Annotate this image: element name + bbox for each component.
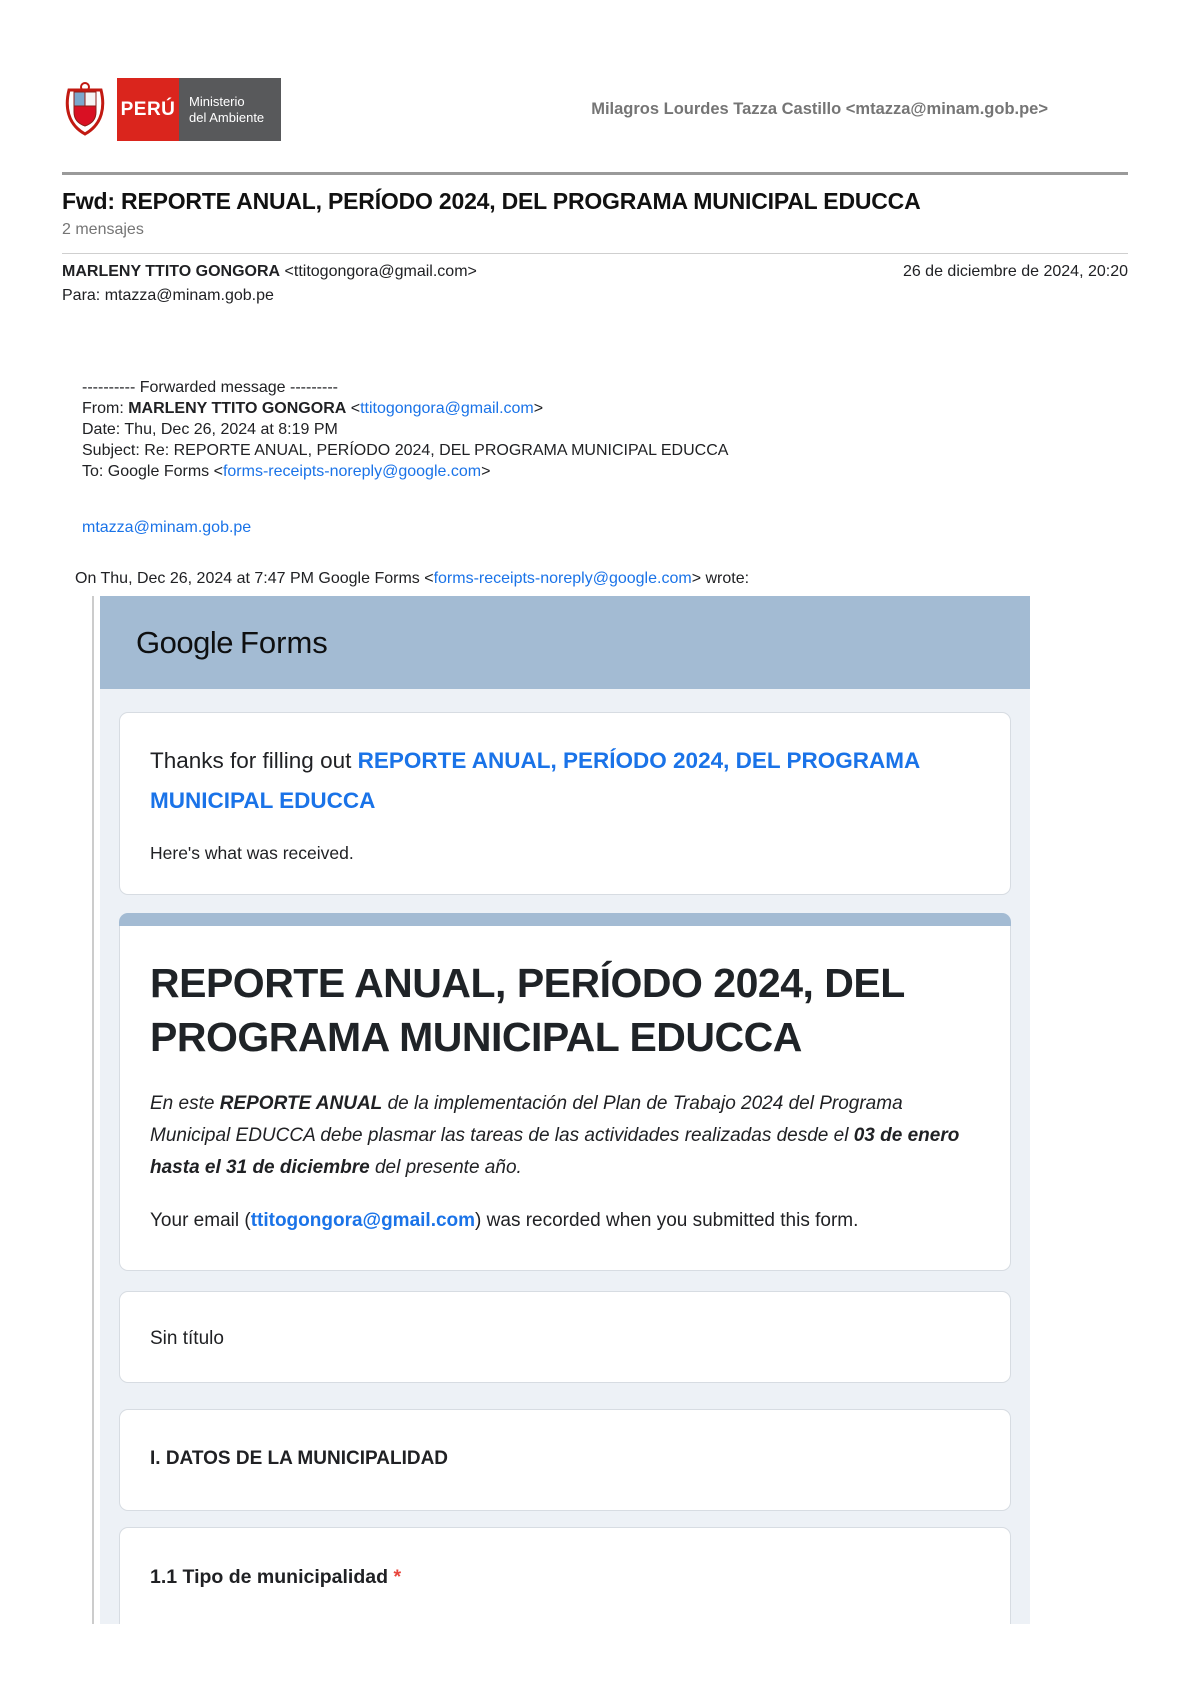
desc-part1: En este xyxy=(150,1093,220,1114)
bracket-open: < xyxy=(346,400,361,417)
forwarded-date-line: Date: Thu, Dec 26, 2024 at 8:19 PM xyxy=(82,421,338,438)
question-label: 1.1 Tipo de municipalidad xyxy=(150,1566,394,1588)
form-title: REPORTE ANUAL, PERÍODO 2024, DEL PROGRAMA MUNICIPAL EDUCCA xyxy=(150,960,905,1060)
forms-wordmark: Forms xyxy=(239,624,328,660)
received-note: Here's what was received. xyxy=(150,843,354,863)
section-card-datos-municipalidad xyxy=(119,1409,1011,1511)
ministry-line1: Ministerio xyxy=(189,93,245,109)
google-forms-logo xyxy=(136,625,328,661)
forwarded-to-line xyxy=(82,461,1128,482)
message-sender xyxy=(62,263,477,281)
email-recorded-note xyxy=(150,1210,980,1232)
to-prefix: To: Google Forms < xyxy=(82,463,223,480)
from-label: From: xyxy=(82,400,129,417)
section-card-untitled xyxy=(119,1291,1011,1383)
header-divider xyxy=(62,172,1128,175)
required-asterisk: * xyxy=(393,1566,402,1588)
reply-to-email-link[interactable]: mtazza@minam.gob.pe xyxy=(82,519,252,536)
section-datos-label: I. DATOS DE LA MUNICIPALIDAD xyxy=(150,1448,449,1469)
email-note-prefix: Your email ( xyxy=(150,1210,251,1231)
message-count: 2 mensajes xyxy=(62,221,144,238)
thanks-card xyxy=(119,712,1011,895)
thanks-message xyxy=(150,741,980,821)
ministry-logo-label xyxy=(179,78,281,141)
email-note-suffix: ) was recorded when you submitted this form. xyxy=(475,1210,859,1231)
desc-part3: del presente año. xyxy=(369,1157,522,1178)
forwarded-header-block xyxy=(82,377,1128,482)
sender-name: MARLENY TTITO GONGORA xyxy=(62,263,281,280)
peru-text: PERÚ xyxy=(120,98,176,120)
quoted-message xyxy=(92,596,1030,1624)
message-header xyxy=(62,263,1128,281)
minam-logo xyxy=(62,78,281,141)
to-suffix: > xyxy=(481,463,491,480)
quote-intro-prefix: On Thu, Dec 26, 2024 at 7:47 PM Google Forms < xyxy=(75,570,434,587)
account-owner-email: Milagros Lourdes Tazza Castillo <mtazza@minam.gob.pe> xyxy=(591,100,1048,118)
forwarded-to-email-link[interactable]: forms-receipts-noreply@google.com xyxy=(222,463,482,480)
forwarded-subject-line: Subject: Re: REPORTE ANUAL, PERÍODO 2024, DEL PROGRAMA MUNICIPAL EDUCCA xyxy=(82,442,729,459)
print-header xyxy=(62,0,1128,141)
quote-intro-email-link[interactable]: forms-receipts-noreply@google.com xyxy=(433,570,692,587)
form-receipt-body xyxy=(100,689,1030,1624)
thread-divider xyxy=(62,253,1128,254)
form-description xyxy=(150,1088,980,1184)
desc-part2: de la implementación del Plan de Trabajo 2024 del Programa Municipal EDUCCA debe plasmar las tareas de las actividades realizadas desde el xyxy=(150,1093,903,1146)
desc-bold1: REPORTE ANUAL xyxy=(219,1093,383,1114)
desc-bold2: 03 de enero hasta el 31 de diciembre xyxy=(150,1125,960,1178)
sender-email: <ttitogongora@gmail.com> xyxy=(284,263,477,280)
form-title-card xyxy=(119,913,1011,1271)
message-recipient: Para: mtazza@minam.gob.pe xyxy=(62,287,274,304)
peru-logo-label xyxy=(117,78,179,141)
google-forms-banner xyxy=(100,596,1030,689)
message-date: 26 de diciembre de 2024, 20:20 xyxy=(902,263,1128,280)
bracket-close: > xyxy=(533,400,544,417)
forwarded-divider-line: ---------- Forwarded message --------- xyxy=(82,379,338,396)
peru-coat-of-arms-icon xyxy=(62,78,108,141)
thanks-prefix: Thanks for filling out xyxy=(150,748,358,773)
forwarded-from-line xyxy=(82,398,1128,419)
form-title-link[interactable]: REPORTE ANUAL, PERÍODO 2024, DEL PROGRAMA MUNICIPAL EDUCCA xyxy=(150,748,920,813)
quote-intro-line xyxy=(75,570,1128,588)
forwarded-from-email-link[interactable]: ttitogongora@gmail.com xyxy=(360,400,534,417)
thread-subject: Fwd: REPORTE ANUAL, PERÍODO 2024, DEL PROGRAMA MUNICIPAL EDUCCA xyxy=(62,188,921,214)
quote-intro-suffix: > wrote: xyxy=(691,570,750,587)
ministry-line2: del Ambiente xyxy=(189,109,265,125)
section-untitled-label: Sin título xyxy=(150,1328,224,1349)
google-wordmark: Google xyxy=(136,624,233,660)
forwarded-from-name: MARLENY TTITO GONGORA xyxy=(128,400,347,417)
form-title-card-body xyxy=(119,926,1011,1271)
question-card-tipo-municipalidad xyxy=(119,1527,1011,1624)
reply-to-line xyxy=(82,519,1128,537)
form-accent-bar xyxy=(119,913,1011,926)
submitter-email-link[interactable]: ttitogongora@gmail.com xyxy=(250,1210,476,1231)
